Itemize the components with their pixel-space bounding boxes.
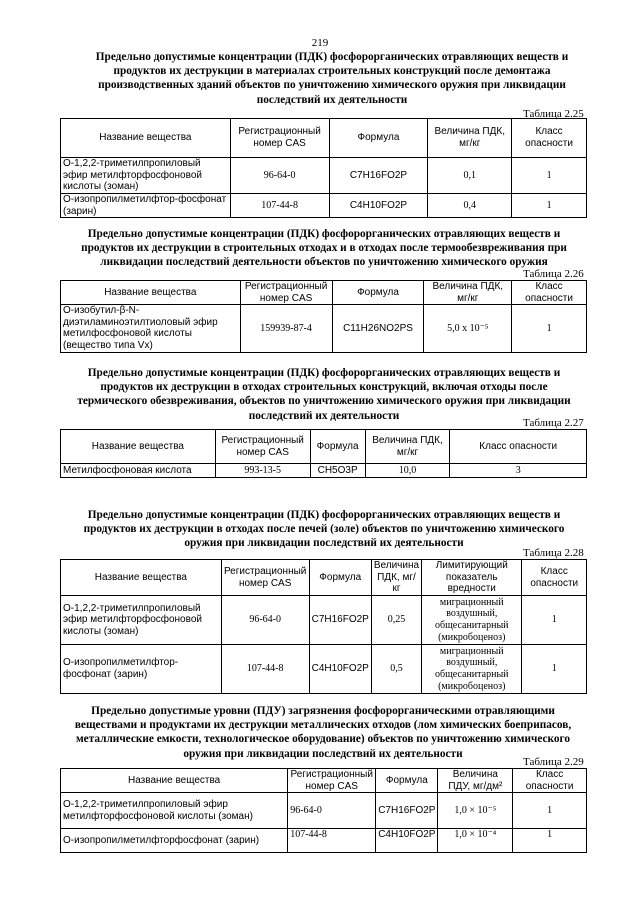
col-header-formula: Формула xyxy=(332,281,424,305)
col-header-hazard-class: Класс опасности xyxy=(522,560,587,596)
col-header-name: Название вещества xyxy=(61,769,288,793)
cell-name: О-изопропилметилфтор-фосфонат (зарин) xyxy=(61,194,231,218)
cell-cas: 159939-87-4 xyxy=(240,305,332,352)
section-4-title: Предельно допустимые концентрации (ПДК) фосфорорганических отравляющих веществ и продуктов их деструкции в отходах после печей (золе) объектов по уничтожению химического оружия при ликвидации последствий их деятельности xyxy=(83,509,565,550)
section-1-title: Предельно допустимые концентрации (ПДК) фосфорорганических отравляющих веществ и продуктов их деструкции в материалах строительных конструкций после демонтажа производственных зданий объектов по уничтожению химического оружия при ликвидации последствий их деятельности xyxy=(95,51,569,106)
cell-formula: C7H16FO2P xyxy=(329,158,428,194)
cell-hazard-class: 1 xyxy=(522,596,587,645)
cell-cas: 107-44-8 xyxy=(221,645,309,694)
col-header-hazard-class: Класс опасности xyxy=(512,119,587,158)
cell-hazard-class: 1 xyxy=(513,793,587,829)
col-header-limit: Величина ПДК, мг/кг xyxy=(428,119,512,158)
cell-limit: 0,5 xyxy=(371,645,421,694)
table-row xyxy=(61,596,587,645)
col-header-cas: Регистрационный номер CAS xyxy=(240,281,332,305)
cell-hazard-class: 1 xyxy=(512,158,587,194)
cell-cas: 993-13-5 xyxy=(215,464,310,478)
cell-limiting-indicator: миграционный воздушный, общесанитарный (микробоценоз) xyxy=(422,645,522,694)
table-row xyxy=(61,645,587,694)
table-2-26-label: Таблица 2.26 xyxy=(523,268,584,280)
cell-formula: CH5O3P xyxy=(310,464,365,478)
table-2-28-label: Таблица 2.28 xyxy=(523,547,584,559)
col-header-cas: Регистрационный номер CAS xyxy=(215,430,310,464)
cell-formula: C4H10FO2P xyxy=(329,194,428,218)
cell-hazard-class: 1 xyxy=(512,305,587,352)
col-header-hazard-class: Класс опасности xyxy=(450,430,587,464)
cell-formula: C7H16FO2P xyxy=(309,596,371,645)
cell-limiting-indicator: миграционный воздушный, общесанитарный (микробоценоз) xyxy=(422,596,522,645)
table-2-29-label: Таблица 2.29 xyxy=(523,756,584,768)
cell-limit: 0,4 xyxy=(428,194,512,218)
table-row xyxy=(61,194,587,218)
table-2-27 xyxy=(60,429,587,478)
cell-cas: 107-44-8 xyxy=(230,194,329,218)
table-row xyxy=(61,793,587,829)
cell-hazard-class: 1 xyxy=(513,829,587,853)
cell-formula: C4H10FO2P xyxy=(309,645,371,694)
col-header-name: Название вещества xyxy=(61,430,216,464)
cell-cas: 107-44-8 xyxy=(288,829,376,853)
cell-hazard-class: 3 xyxy=(450,464,587,478)
col-header-limit: Величина ПДК, мг/кг xyxy=(371,560,421,596)
cell-hazard-class: 1 xyxy=(512,194,587,218)
page-number: 219 xyxy=(311,37,329,49)
table-row xyxy=(61,305,587,352)
table-2-25-label: Таблица 2.25 xyxy=(523,108,584,120)
col-header-formula: Формула xyxy=(329,119,428,158)
cell-cas: 96-64-0 xyxy=(230,158,329,194)
col-header-cas: Регистрационный номер CAS xyxy=(230,119,329,158)
col-header-name: Название вещества xyxy=(61,281,241,305)
cell-formula: C11H26NO2PS xyxy=(332,305,424,352)
table-row xyxy=(61,829,587,853)
cell-limit: 1,0 × 10⁻⁵ xyxy=(438,793,513,829)
cell-name: О-1,2,2-триметилпропиловый эфир метилфторфосфоновой кислоты (зоман) xyxy=(61,596,222,645)
table-2-28 xyxy=(60,559,587,694)
col-header-formula: Формула xyxy=(310,430,365,464)
col-header-limit: Величина ПДК, мг/кг xyxy=(424,281,512,305)
cell-name: О-изопропилметилфторфосфонат (зарин) xyxy=(61,829,288,853)
cell-cas: 96-64-0 xyxy=(288,793,376,829)
cell-name: О-изобутил-β-N-диэтиламиноэтилтиоловый эфир метилфосфоновой кислоты (вещество типа Vx) xyxy=(61,305,241,352)
section-2-title: Предельно допустимые концентрации (ПДК) фосфорорганических отравляющих веществ и продуктов их деструкции в строительных отходах и в отходах после термообезвреживания при ликвидации последствий деятельности объектов по уничтожению химического оружия xyxy=(81,228,567,269)
cell-formula: C7H16FO2P xyxy=(376,793,438,829)
cell-limit: 1,0 × 10⁻⁴ xyxy=(438,829,513,853)
col-header-limiting-indicator: Лимитирующий показатель вредности xyxy=(422,560,522,596)
cell-name: О-изопропилметилфтор-фосфонат (зарин) xyxy=(61,645,222,694)
col-header-hazard-class: Класс опасности xyxy=(512,281,587,305)
col-header-limit: Величина ПДК, мг/кг xyxy=(365,430,450,464)
col-header-name: Название вещества xyxy=(61,119,231,158)
col-header-cas: Регистрационный номер CAS xyxy=(221,560,309,596)
table-row xyxy=(61,158,587,194)
col-header-cas: Регистрационный номер CAS xyxy=(288,769,376,793)
cell-limit: 10,0 xyxy=(365,464,450,478)
cell-name: О-1,2,2-триметилпропиловый эфир метилфторфосфоновой кислоты (зоман) xyxy=(61,158,231,194)
col-header-formula: Формула xyxy=(309,560,371,596)
col-header-formula: Формула xyxy=(376,769,438,793)
cell-limit: 5,0 x 10⁻⁵ xyxy=(424,305,512,352)
col-header-hazard-class: Класс опасности xyxy=(513,769,587,793)
cell-hazard-class: 1 xyxy=(522,645,587,694)
cell-name: Метилфосфоновая кислота xyxy=(61,464,216,478)
table-2-25 xyxy=(60,118,587,218)
table-2-29 xyxy=(60,768,587,853)
col-header-name: Название вещества xyxy=(61,560,222,596)
table-2-27-label: Таблица 2.27 xyxy=(523,417,584,429)
col-header-limit: Величина ПДУ, мг/дм² xyxy=(438,769,513,793)
table-2-26 xyxy=(60,280,587,353)
table-row xyxy=(61,464,587,478)
cell-formula: C4H10FO2P xyxy=(376,829,438,853)
section-3-title: Предельно допустимые концентрации (ПДК) фосфорорганических отравляющих веществ и продуктов их деструкции в отходах строительных конструкций, включая отходы после термического обезвреживания, объектов по уничтожению химического оружия при ликвидации последствий их деятельности xyxy=(77,367,571,422)
cell-name: О-1,2,2-триметилпропиловый эфир метилфторфосфоновой кислоты (зоман) xyxy=(61,793,288,829)
cell-limit: 0,1 xyxy=(428,158,512,194)
cell-cas: 96-64-0 xyxy=(221,596,309,645)
cell-limit: 0,25 xyxy=(371,596,421,645)
section-5-title: Предельно допустимые уровни (ПДУ) загрязнения фосфорорганическими отравляющими веществами и продуктами их деструкции металлических отходов (лом химических боеприпасов, металлические емкости, технологическое оборудование) объектов по уничтожению химического оружия при ликвидации последствий их деятельности xyxy=(74,705,572,760)
